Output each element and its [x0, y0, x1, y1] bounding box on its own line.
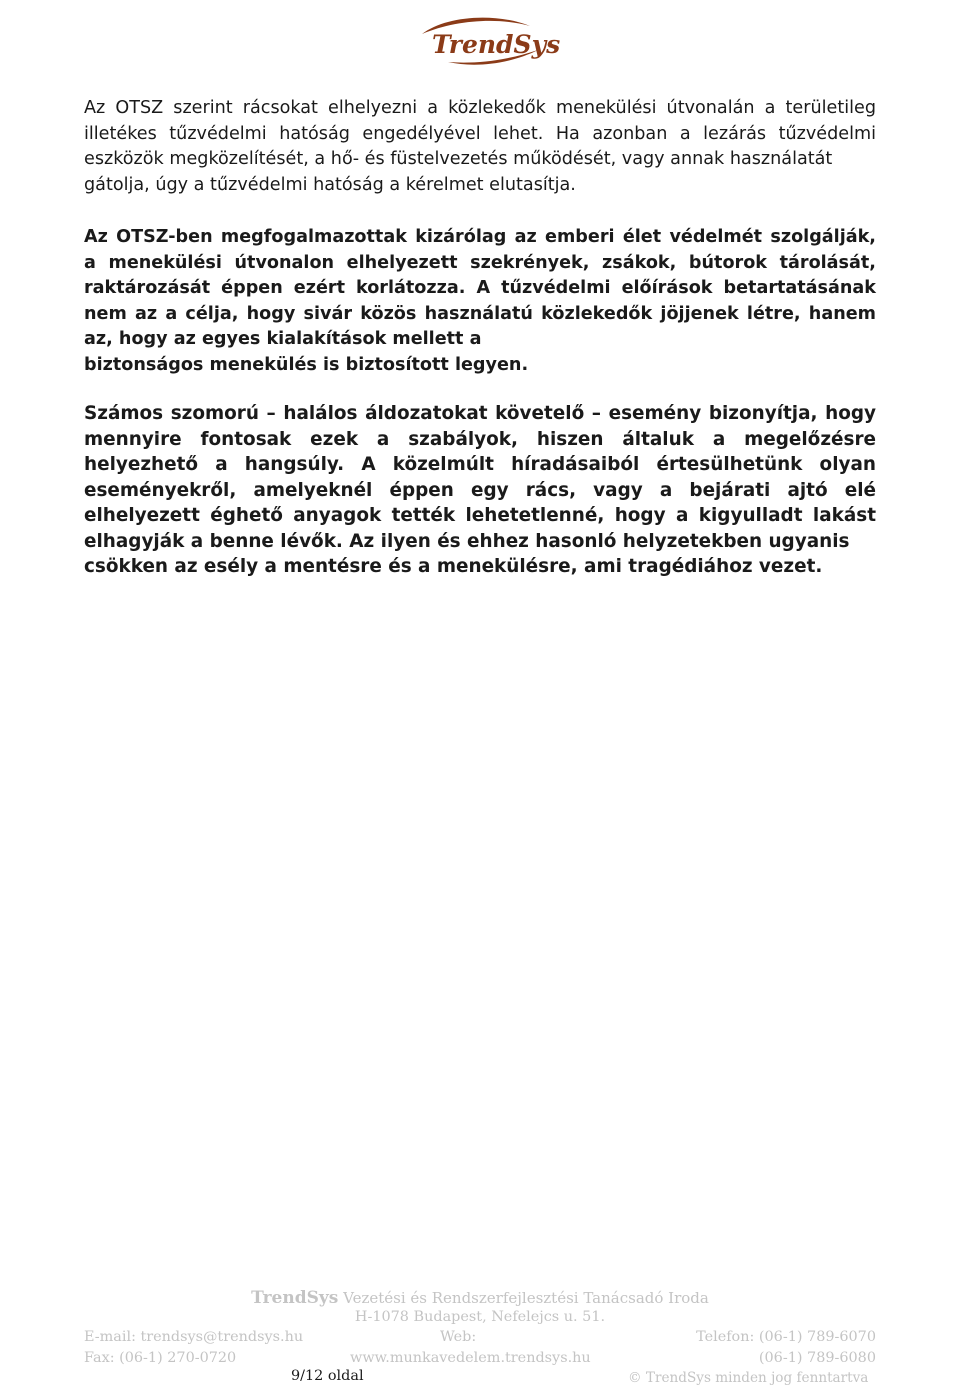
footer-phone-1: Telefon: (06-1) 789-6070 — [696, 1329, 876, 1345]
company-logo — [420, 14, 561, 70]
paragraph-2: Az OTSZ-ben megfogalmazottak kizárólag az emberi élet védelmét szolgálják, a menekülési útvonalon elhelyezett szekrények, zsákok, bútorok tárolását, raktározását éppen ezért korlátozza. A tűzvédelmi előírások betartatásának nem az a célja, hogy sivár közös használatú közlekedők jöjjenek létre, hanem az, hogy az egyes kialakítások mellett a biztonságos menekülés is biztosított legyen. — [84, 227, 876, 375]
footer-company-name: TrendSys — [251, 1288, 339, 1308]
footer-copyright: © TrendSys minden jog fenntartva — [628, 1370, 869, 1386]
paragraph-1: Az OTSZ szerint rácsokat elhelyezni a közlekedők menekülési útvonalán a területileg illetékes tűzvédelmi hatóság engedélyével lehet. Ha azonban a lezárás tűzvédelmi eszközök megközelítését, a hő- és füstelvezetés működését, vagy annak használatát gátolja, úgy a tűzvédelmi hatóság a kérelmet elutasítja. — [84, 98, 876, 195]
footer-web-url: www.munkavedelem.trendsys.hu — [350, 1350, 591, 1366]
footer-web-label: Web: — [440, 1329, 477, 1345]
footer-address: H-1078 Budapest, Nefelejcs u. 51. — [354, 1309, 606, 1325]
footer-fax: Fax: (06-1) 270-0720 — [84, 1350, 237, 1366]
footer-company — [0, 1288, 960, 1308]
logo-text: TrendSys — [432, 30, 561, 59]
page-number: 9/12 oldal — [291, 1368, 364, 1384]
footer-phone-2: (06-1) 789-6080 — [758, 1350, 876, 1366]
footer-company-desc: Vezetési és Rendszerfejlesztési Tanácsadó Iroda — [343, 1289, 709, 1307]
footer-email: E-mail: trendsys@trendsys.hu — [84, 1329, 304, 1345]
paragraph-3: Számos szomorú – halálos áldozatokat követelő – esemény bizonyítja, hogy mennyire fontosak ezek a szabályok, hiszen általuk a megelőzésre helyezhető a hangsúly. A közelmúlt híradásaiból értesülhetünk olyan eseményekről, amelyeknél éppen egy rács, vagy a bejárati ajtó elé elhelyezett éghető anyagok tették lehetetlenné, hogy a kigyulladt lakást elhagyják a benne lévők. Az ilyen és ehhez hasonló helyzetekben ugyanis csökken az esély a mentésre és a menekülésre, ami tragédiához vezet. — [84, 403, 876, 577]
